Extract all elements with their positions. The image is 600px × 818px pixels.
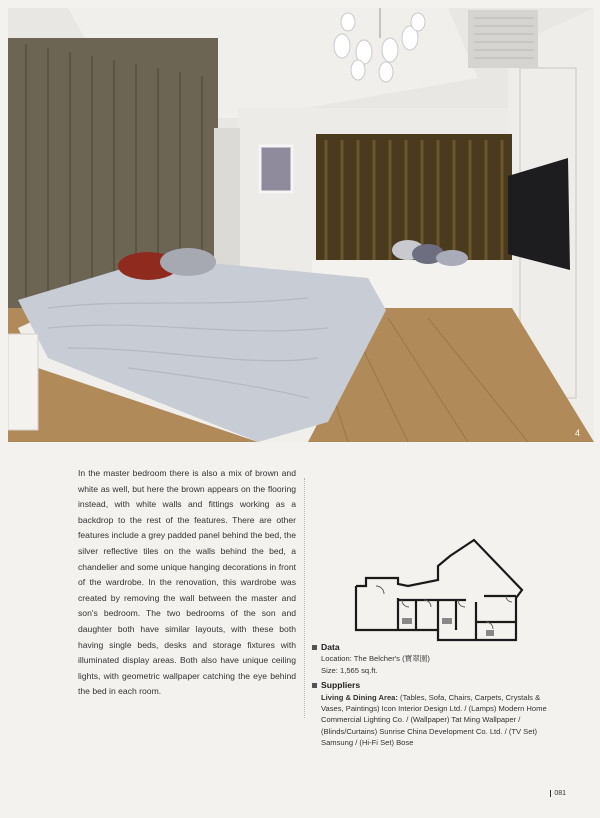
data-heading: Data — [321, 642, 340, 652]
bullet-square-icon — [312, 645, 317, 650]
suppliers-heading: Suppliers — [321, 680, 361, 691]
photo-number: 4 — [574, 428, 580, 438]
suppliers-body — [312, 692, 552, 749]
data-heading-row — [312, 642, 552, 653]
data-body — [312, 653, 552, 676]
bullet-square-icon — [312, 683, 317, 688]
page-number: 081 — [550, 790, 566, 797]
size-line: Size: 1,565 sq.ft. — [321, 665, 378, 675]
article-body: In the master bedroom there is also a mix of brown and white as well, but here the brown appears on the flooring instead, with white walls and fittings working as a backdrop to the rest of the features. There are other features include a grey padded panel behind the bed, the silver reflective tiles on the walls behind the bed, a chandelier and some unique hanging decorations in front of the wardrobe. In the renovation, this wardrobe was created by removing the wall between the master and son's bedroom. The two bedrooms of the son and daughter both have similar layouts, with these both having single beds, desks and storage fixtures with illuminated display areas. Both also have unique ceiling lights, with geometric wallpaper catching the eye behind the bed in each room. — [78, 468, 296, 697]
bedroom-photo — [8, 8, 594, 442]
suppliers-area-label: Living & Dining Area: — [321, 692, 398, 702]
location-line: Location: The Belcher's (寶翠園) — [321, 654, 430, 664]
floor-plan — [346, 538, 532, 642]
suppliers-heading-row — [312, 680, 552, 691]
bedroom-illustration — [8, 8, 594, 442]
column-divider — [304, 478, 306, 718]
suppliers-list: (Tables, Sofa, Chairs, Carpets, Crystals & Vases, Paintings) Icon Interior Design Ltd. / (Lamps) Modern Home Commercial Lighting Co. / (Wallpaper) Tat Ming Wallpaper / (Blinds/Curtains) Sunrise China Development Co. Ltd. / (TV Set) Samsung / (Hi-Fi Set) Bose — [321, 692, 547, 748]
sidebar-info — [312, 642, 552, 749]
